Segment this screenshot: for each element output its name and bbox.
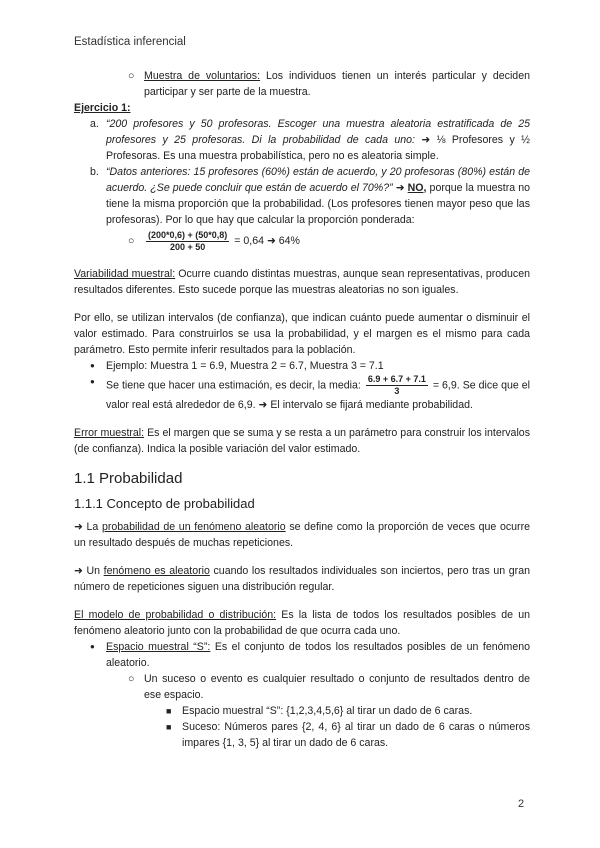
disc-bullet-icon: ● bbox=[90, 361, 95, 370]
espacio-example-text: Espacio muestral “S”: {1,2,3,4,5,6} al tirar un dado de 6 caras. bbox=[182, 705, 473, 717]
circle-bullet-icon: ○ bbox=[128, 235, 135, 247]
media-fraction bbox=[366, 374, 428, 397]
square-bullet-icon: ■ bbox=[166, 722, 172, 732]
ejemplo-item bbox=[74, 358, 530, 374]
variabilidad-paragraph bbox=[74, 266, 530, 298]
error-term: Error muestral: bbox=[74, 427, 145, 439]
ejercicio-title: Ejercicio 1: bbox=[74, 102, 131, 114]
fraction-numerator: (200*0,6) + (50*0,8) bbox=[148, 229, 228, 240]
arrow-icon: ➜ La bbox=[74, 521, 102, 533]
ejercicio-item-b bbox=[74, 164, 530, 228]
probabilidad-term: probabilidad de un fenómeno aleatorio bbox=[101, 521, 286, 533]
probabilidad-paragraph bbox=[74, 519, 530, 551]
espacio-item bbox=[74, 639, 530, 671]
media-denominator: 3 bbox=[394, 386, 400, 396]
media-item bbox=[74, 374, 530, 413]
espacio-example-item bbox=[74, 703, 530, 719]
suceso-example-text: Suceso: Números pares {2, 4, 6} al tirar un dado de 6 caras o números impares {1, 3, 5} al tirar un dado de 6 caras. bbox=[182, 721, 530, 749]
suceso-example-item bbox=[74, 719, 530, 751]
item-b-question: “Datos anteriores: 15 profesores (60%) están de acuerdo, y 20 profesoras (80%) están de acuerdo. ¿Se puede concluir que están de acuerdo el 70%?” bbox=[106, 166, 530, 194]
voluntarios-term: Muestra de voluntarios: bbox=[144, 70, 261, 82]
item-a-question: “200 profesores y 50 profesoras. Escoger una muestra aleatoria estratificada de 25 profesores y 25 profesoras. Di la probabilidad de cada uno: bbox=[106, 118, 530, 146]
disc-bullet-icon: ● bbox=[90, 642, 95, 651]
voluntarios-text: Los individuos tienen un interés particular y deciden participar y ser parte de la muestra. bbox=[144, 70, 530, 98]
arrow-icon: ➜ Un bbox=[74, 565, 104, 577]
aleatorio-text: cuando los resultados individuales son inciertos, pero tras un gran número de repeticiones siguen una distribución regular. bbox=[74, 565, 530, 593]
modelo-paragraph bbox=[74, 607, 530, 639]
disc-bullet-icon: ● bbox=[90, 377, 95, 386]
ejemplo-text: Ejemplo: Muestra 1 = 6.9, Muestra 2 = 6.7, Muestra 3 = 7.1 bbox=[106, 360, 384, 372]
modelo-text: Es la lista de todos los resultados posibles de un fenómeno aleatorio junto con la probabilidad de que ocurra cada uno. bbox=[74, 609, 530, 637]
espacio-term: Espacio muestral “S”: bbox=[106, 641, 211, 653]
media-numerator: 6.9 + 6.7 + 7.1 bbox=[367, 374, 426, 384]
page-header: Estadística inferencial bbox=[74, 36, 186, 48]
variabilidad-text: Ocurre cuando distintas muestras, aunque sean representativas, producen resultados diferentes. Esto sucede porque las muestras aleatorias no son iguales. bbox=[74, 268, 530, 296]
fraction-denominator: 200 + 50 bbox=[170, 241, 206, 252]
weighted-fraction bbox=[146, 230, 229, 253]
media-text-post: = 6,9. Se dice que el valor real está alrededor de 6,9. ➜ El intervalo se fijará mediante probabilidad. bbox=[106, 379, 530, 411]
modelo-term: El modelo de probabilidad o distribución: bbox=[74, 609, 277, 621]
page-content bbox=[74, 68, 530, 751]
page-number: 2 bbox=[518, 798, 525, 810]
suceso-item bbox=[74, 671, 530, 703]
item-a-answer: ➜ ⅛ Profesores y ½ Profesoras. Es una muestra probabilística, pero no es aleatoria simple. bbox=[106, 134, 530, 162]
media-text-pre: Se tiene que hacer una estimación, es decir, la media: bbox=[106, 379, 364, 392]
item-b-no: NO, bbox=[407, 182, 427, 194]
intervalos-paragraph: Por ello, se utilizan intervalos (de confianza), que indican cuánto puede aumentar o disminuir el valor estimado. Para construirlos se usa la probabilidad, y el margen es el mismo para cada parámetro. Esto permite inferir resultados para la población. bbox=[74, 312, 530, 356]
section-heading: 1.1 Probabilidad bbox=[74, 470, 183, 487]
circle-bullet-icon: ○ bbox=[128, 673, 135, 685]
variabilidad-term: Variabilidad muestral: bbox=[74, 268, 176, 280]
circle-bullet-icon: ○ bbox=[128, 70, 135, 82]
subsection-heading: 1.1.1 Concepto de probabilidad bbox=[74, 496, 255, 511]
item-a-marker: a. bbox=[90, 118, 99, 130]
probabilidad-text: se define como la proporción de veces que ocurre un resultado después de muchas repeticiones. bbox=[74, 521, 531, 549]
item-b-answer: porque la muestra no tiene la misma proporción que la probabilidad. (Los profesores tienen mayor peso que las profesoras). Por lo que hay que calcular la proporción ponderada: bbox=[106, 182, 531, 226]
aleatorio-term: fenómeno es aleatorio bbox=[103, 565, 210, 577]
square-bullet-icon: ■ bbox=[166, 706, 172, 716]
item-b-marker: b. bbox=[90, 166, 99, 178]
error-text: Es el margen que se suma y se resta a un parámetro para construir los intervalos (de confianza). Indica la posible variación del valor estimado. bbox=[74, 427, 530, 455]
aleatorio-paragraph bbox=[74, 563, 530, 595]
formula-result: = 0,64 ➜ 64% bbox=[234, 235, 300, 247]
ejercicio-item-a bbox=[74, 116, 530, 164]
suceso-text: Un suceso o evento es cualquier resultado o conjunto de resultados dentro de ese espacio. bbox=[144, 673, 530, 701]
error-paragraph bbox=[74, 425, 530, 457]
voluntarios-item bbox=[74, 68, 530, 100]
arrow-icon: ➜ bbox=[392, 182, 408, 194]
formula-item bbox=[74, 228, 530, 254]
espacio-text: Es el conjunto de todos los resultados posibles de un fenómeno aleatorio. bbox=[106, 641, 530, 669]
